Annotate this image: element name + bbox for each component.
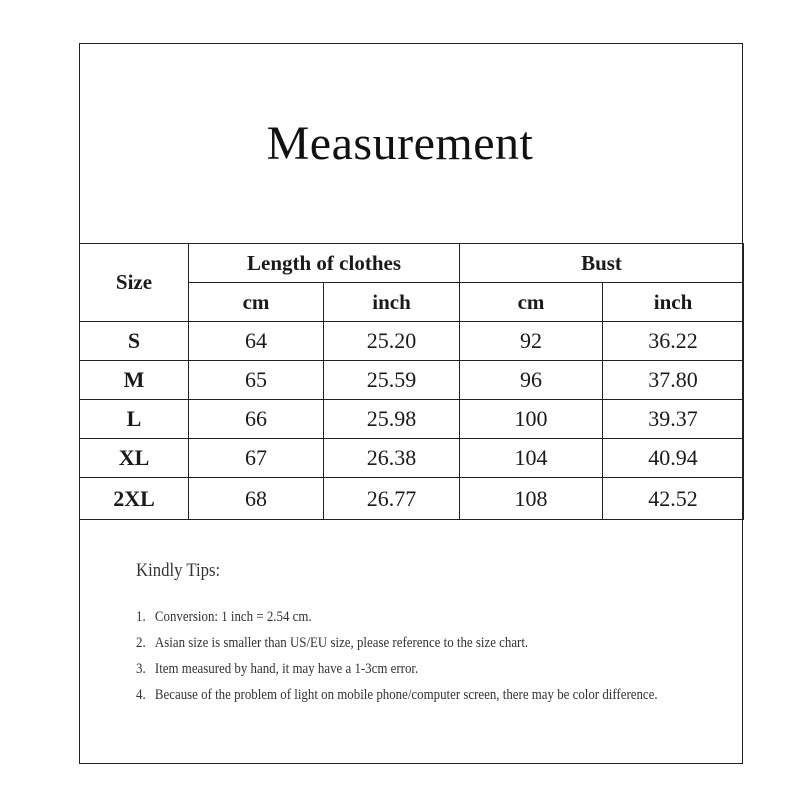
tip-number: 4.	[136, 687, 146, 703]
tips-title: Kindly Tips:	[136, 560, 221, 581]
list-item	[136, 656, 690, 682]
bust-cm-cell: 100	[460, 400, 603, 439]
bust-inch-cell: 42.52	[603, 478, 744, 520]
table-row	[80, 322, 744, 361]
list-item	[136, 630, 690, 656]
bust-cm-cell: 104	[460, 439, 603, 478]
tip-text: Asian size is smaller than US/EU size, please reference to the size chart.	[154, 635, 529, 651]
bust-cm-cell: 108	[460, 478, 603, 520]
length-group-header: Length of clothes	[189, 244, 460, 283]
size-cell: S	[80, 322, 189, 361]
bust-cm-cell: 96	[460, 361, 603, 400]
length-cm-cell: 66	[189, 400, 324, 439]
list-item	[136, 682, 690, 708]
bust-inch-cell: 40.94	[603, 439, 744, 478]
size-cell: M	[80, 361, 189, 400]
size-cell: 2XL	[80, 478, 189, 520]
length-inch-cell: 25.98	[324, 400, 460, 439]
unit-header: inch	[324, 283, 460, 322]
unit-header: cm	[460, 283, 603, 322]
bust-cm-cell: 92	[460, 322, 603, 361]
bust-inch-cell: 36.22	[603, 322, 744, 361]
length-inch-cell: 25.20	[324, 322, 460, 361]
tip-text: Conversion: 1 inch = 2.54 cm.	[154, 609, 312, 625]
size-table	[79, 243, 744, 520]
tip-number: 1.	[136, 609, 146, 625]
size-cell: XL	[80, 439, 189, 478]
table-row	[80, 478, 744, 520]
table-row	[80, 439, 744, 478]
unit-header: cm	[189, 283, 324, 322]
tips-list	[136, 604, 696, 708]
bust-inch-cell: 37.80	[603, 361, 744, 400]
bust-group-header: Bust	[460, 244, 744, 283]
page-title: Measurement	[266, 117, 534, 170]
tip-number: 2.	[136, 635, 146, 651]
table-row	[80, 400, 744, 439]
table-header-row	[80, 244, 744, 283]
size-cell: L	[80, 400, 189, 439]
tip-text: Because of the problem of light on mobile phone/computer screen, there may be color difference.	[154, 687, 658, 703]
size-header: Size	[80, 244, 189, 322]
length-inch-cell: 26.77	[324, 478, 460, 520]
tip-number: 3.	[136, 661, 146, 677]
bust-inch-cell: 39.37	[603, 400, 744, 439]
length-inch-cell: 25.59	[324, 361, 460, 400]
tips-section	[136, 560, 696, 708]
tip-text: Item measured by hand, it may have a 1-3cm error.	[154, 661, 419, 677]
list-item	[136, 604, 690, 630]
length-cm-cell: 68	[189, 478, 324, 520]
unit-header: inch	[603, 283, 744, 322]
length-cm-cell: 67	[189, 439, 324, 478]
length-cm-cell: 64	[189, 322, 324, 361]
length-inch-cell: 26.38	[324, 439, 460, 478]
table-row	[80, 361, 744, 400]
length-cm-cell: 65	[189, 361, 324, 400]
